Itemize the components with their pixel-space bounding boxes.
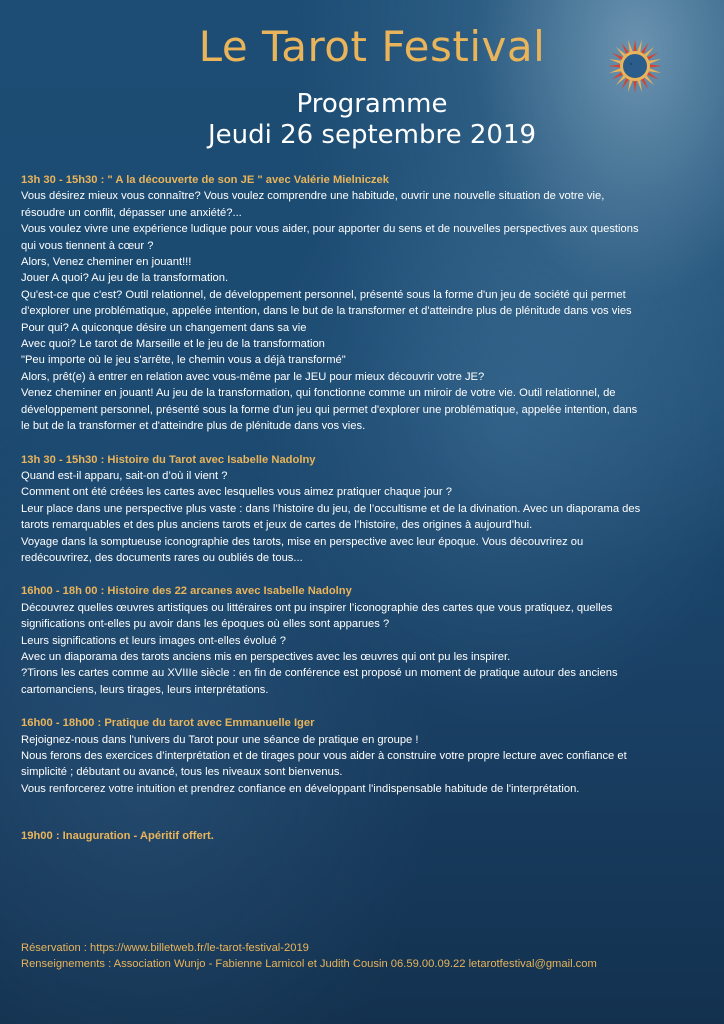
description-line: qui vous tiennent à cœur ? — [21, 239, 154, 252]
session-2 — [21, 452, 701, 567]
description-line: Nous ferons des exercices d’interprétation et de tirages pour vous aider à construire votre propre lecture avec confiance et — [21, 750, 627, 762]
session-heading: 13h 30 - 15h30 : " A la découverte de son JE " avec Valérie Mielniczek — [21, 174, 389, 186]
description-line: Alors, Venez cheminer en jouant!!! — [21, 256, 192, 269]
description-line: Alors, prêt(e) à entrer en relation avec vous-même par le JEU pour mieux découvrir votre JE? — [21, 370, 485, 383]
session-3 — [21, 583, 701, 698]
description-line: significations ont-elles pu avoir dans les époques où elles sont apparues ? — [21, 618, 390, 631]
description-line: Comment ont été créées les cartes avec lesquelles vous aimez pratiquer chaque jour ? — [21, 486, 452, 499]
description-line: Venez cheminer en jouant! Au jeu de la transformation, qui fonctionne comme un miroir de votre vie. Outil relationnel, de — [21, 387, 616, 400]
description-line: Rejoignez-nous dans l'univers du Tarot pour une séance de pratique en groupe ! — [21, 733, 419, 746]
description-line: Voyage dans la somptueuse iconographie des tarots, mise en perspective avec leur époque. Vous découvrirez ou — [21, 535, 584, 548]
reservation-link[interactable]: Réservation : https://www.billetweb.fr/le-tarot-festival-2019 — [21, 942, 309, 954]
description-line: Vous renforcerez votre intuition et prendrez confiance en développant l'indispensable habitude de l'interprétation. — [21, 782, 580, 795]
programme-content — [21, 172, 701, 845]
description-line: Quand est-il apparu, sait-on d’où il vient ? — [21, 469, 228, 482]
description-line: Découvrez quelles œuvres artistiques ou littéraires ont pu inspirer l’iconographie des cartes que vous pratiquez, quelles — [21, 601, 613, 614]
description-line: résoudre un conflit, dépasser une anxiété?... — [21, 206, 242, 219]
session-heading: 16h00 - 18h00 : Pratique du tarot avec Emmanuelle Iger — [21, 717, 315, 730]
sun-moon-icon — [607, 38, 663, 94]
inauguration-line: 19h00 : Inauguration - Apéritif offert. — [21, 830, 214, 843]
description-line: Qu'est-ce que c'est? Outil relationnel, de développement personnel, présenté sous la forme d'un jeu de société qui permet — [21, 288, 626, 301]
description-line: "Peu importe où le jeu s'arrête, le chemin vous a déjà transformé" — [21, 354, 346, 367]
description-line: tarots remarquables et des plus anciens tarots et jeux de cartes de l’histoire, des origines à aujourd’hui. — [21, 519, 533, 532]
description-line: simplicité ; débutant ou avancé, tous les niveaux sont bienvenus. — [21, 766, 343, 779]
description-line: ?Tirons les cartes comme au XVIIIe siècle : en fin de conférence est proposé un moment de pratique autour des anciens — [21, 667, 618, 680]
contact-info: Renseignements : Association Wunjo - Fabienne Larnicol et Judith Cousin 06.59.00.09.22 letarotfestival@gmail.com — [21, 958, 597, 971]
description-line: Avec un diaporama des tarots anciens mis en perspectives avec les œuvres qui ont pu les inspirer. — [21, 650, 511, 663]
event-date: Jeudi 26 septembre 2019 — [207, 120, 537, 150]
description-line: Jouer A quoi? Au jeu de la transformation. — [21, 272, 229, 285]
description-line: Avec quoi? Le tarot de Marseille et le jeu de la transformation — [21, 338, 325, 351]
description-line: Vous désirez mieux vous connaître? Vous voulez comprendre une habitude, ouvrir une nouvelle situation de votre vie, — [21, 190, 605, 203]
session-heading: 16h00 - 18h 00 : Histoire des 22 arcanes avec Isabelle Nadolny — [21, 585, 352, 598]
session-heading: 13h 30 - 15h30 : Histoire du Tarot avec Isabelle Nadolny — [21, 453, 316, 466]
session-4 — [21, 715, 701, 797]
session-description — [21, 600, 701, 698]
description-line: redécouvrirez, des documents rares ou oubliés de tous... — [21, 551, 303, 564]
session-description — [21, 732, 701, 798]
session-1 — [21, 172, 701, 435]
description-line: Vous voulez vivre une expérience ludique pour vous aider, pour apporter du sens et de nouvelles perspectives aux questions — [21, 223, 639, 236]
page-title: Le Tarot Festival — [198, 22, 546, 71]
footer — [21, 940, 711, 973]
description-line: développement personnel, présenté sous la forme d'un jeu qui permet d'explorer une problématique, appelée intention, dans — [21, 403, 638, 416]
description-line: Leurs significations et leurs images ont-elles évolué ? — [21, 634, 286, 647]
description-line: d'explorer une problématique, appelée intention, dans le but de la transformer et d'atteindre plus de plénitude dans vos vies — [21, 305, 632, 318]
description-line: Leur place dans une perspective plus vaste : dans l’histoire du jeu, de l’occultisme et de la divination. Avec un diaporama des — [21, 502, 641, 515]
session-description — [21, 188, 701, 434]
programme-heading: Programme — [296, 89, 448, 119]
description-line: cartomanciens, leurs tirages, leurs interprétations. — [21, 683, 269, 696]
description-line: le but de la transformer et d'atteindre plus de plénitude dans vos vies. — [21, 420, 366, 433]
session-description — [21, 468, 701, 566]
description-line: Pour qui? A quiconque désire un changement dans sa vie — [21, 321, 307, 334]
